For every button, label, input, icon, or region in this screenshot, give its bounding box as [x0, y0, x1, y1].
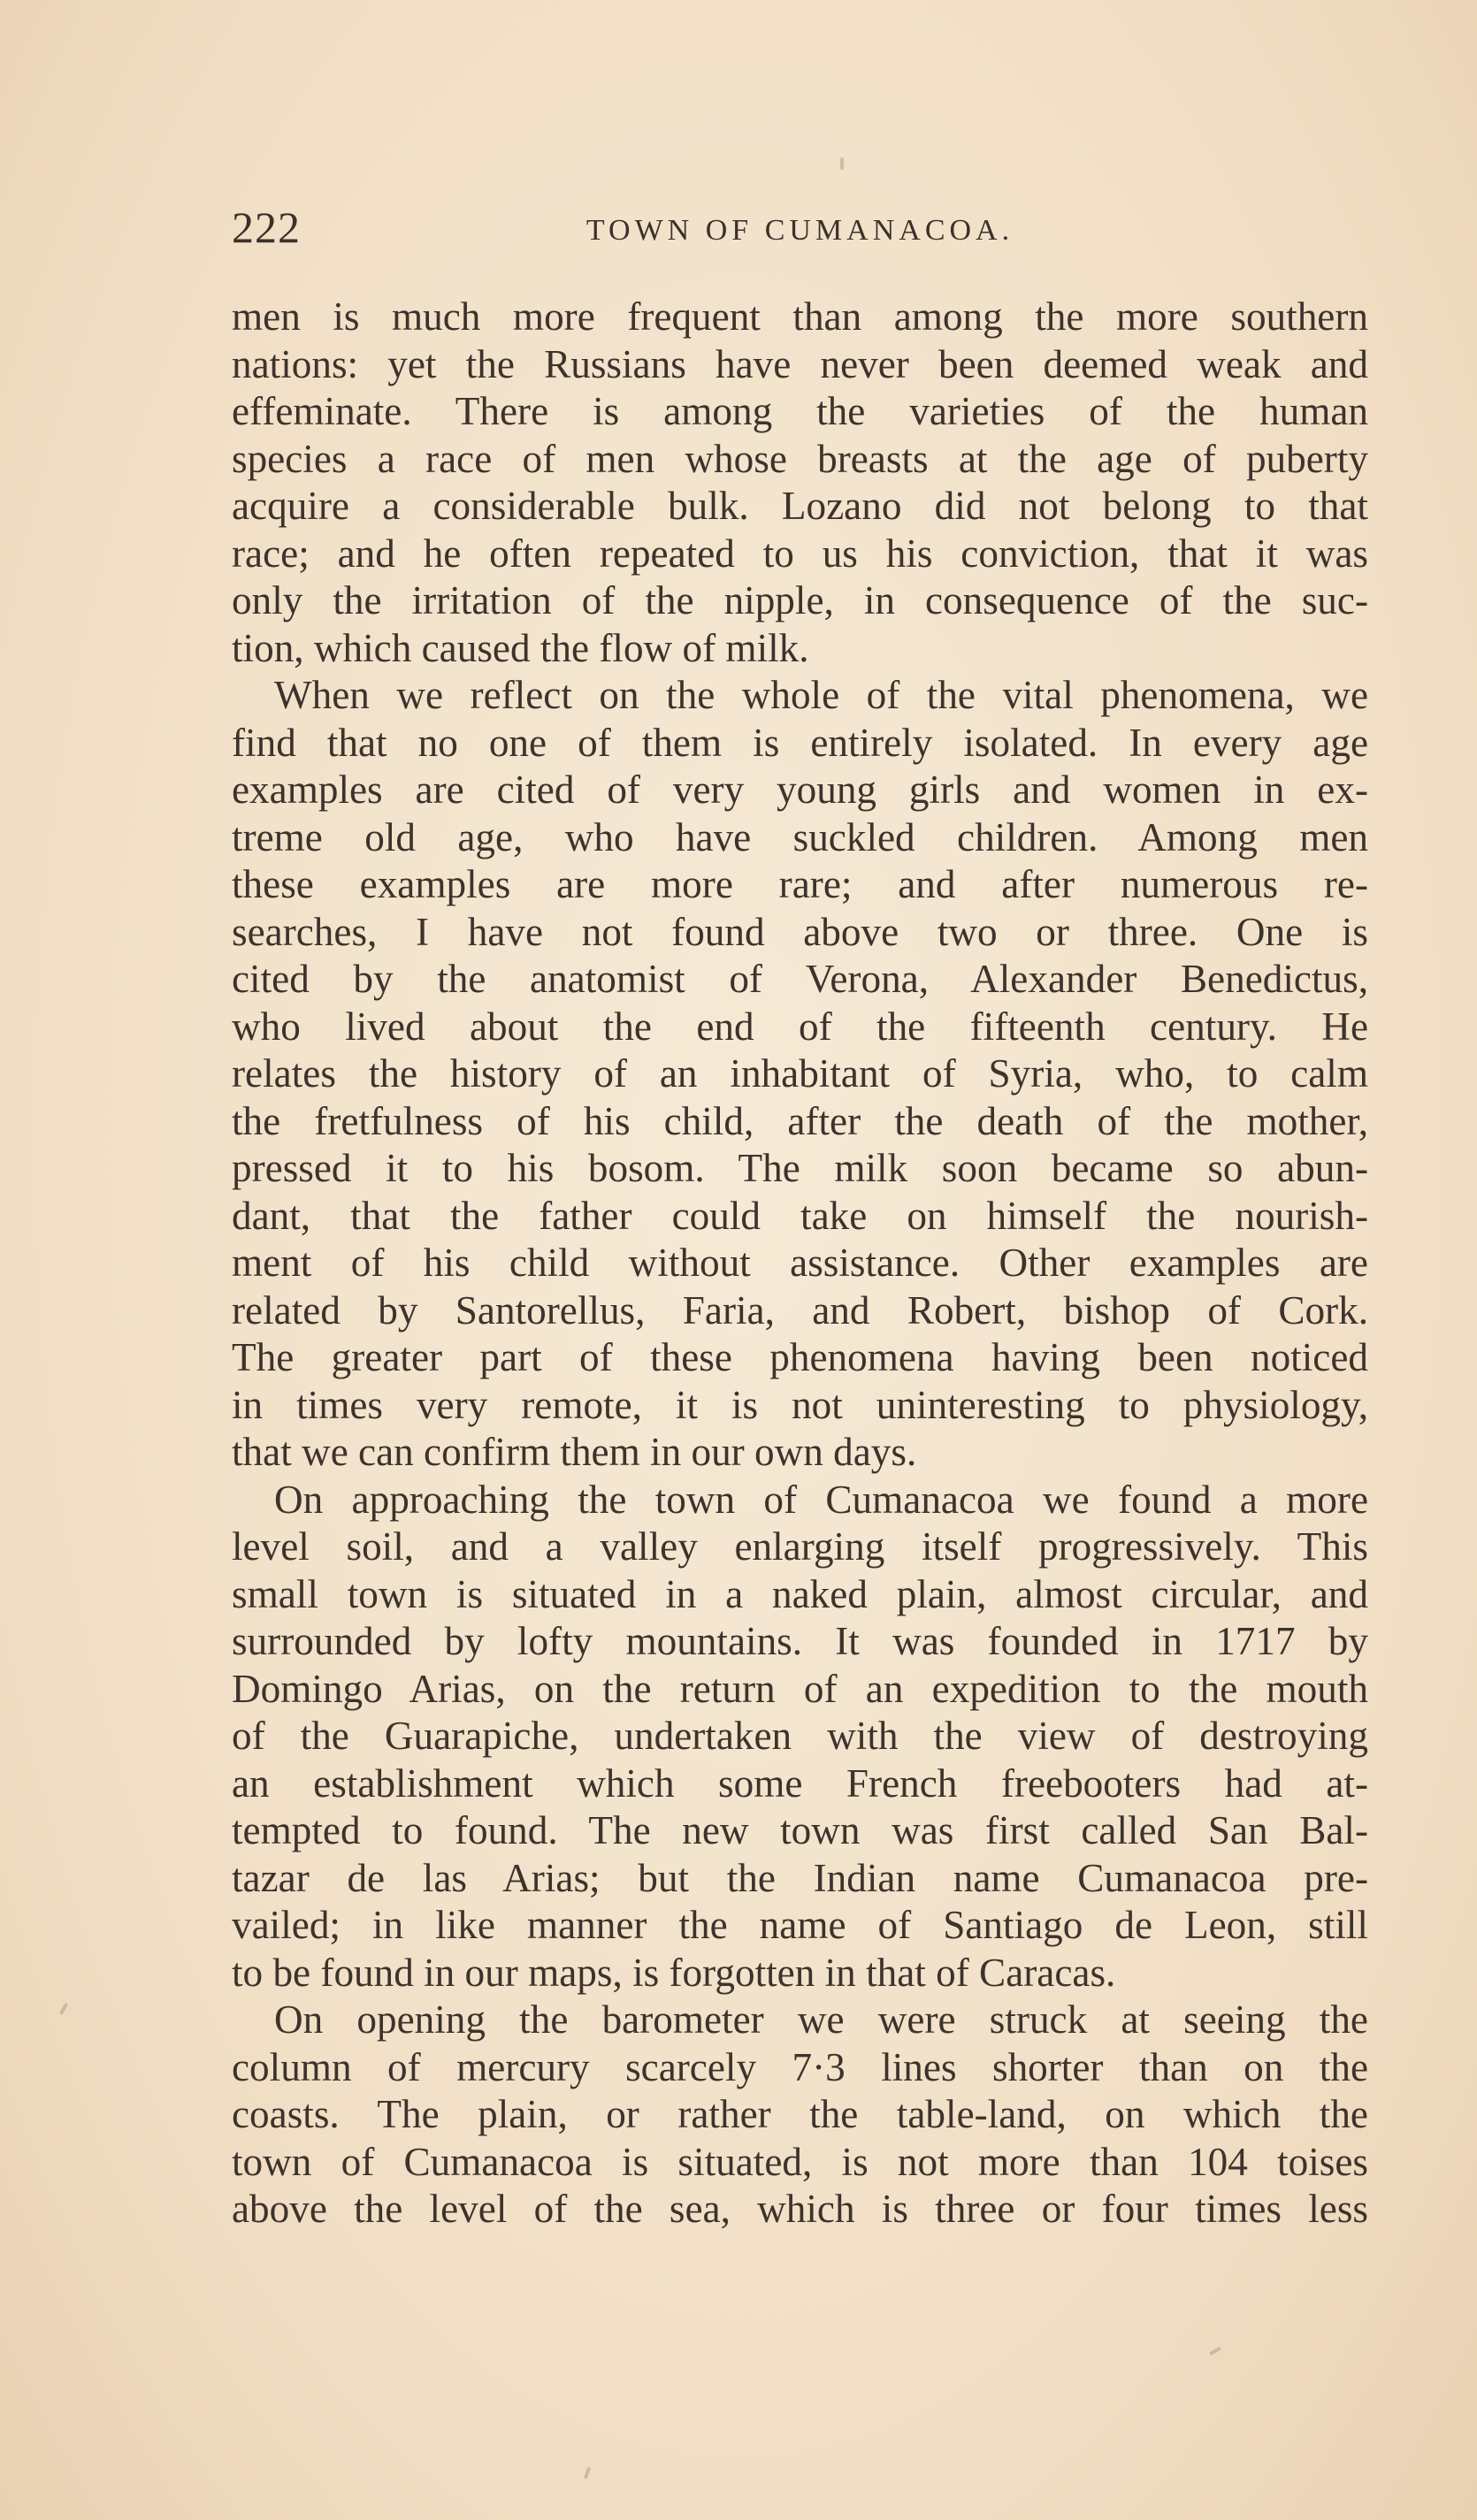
text-line: tion, which caused the flow of milk. — [232, 625, 809, 670]
text-line: Domingo Arias, on the return of an expedition to the mouth — [232, 1666, 1368, 1711]
paper-speck — [840, 157, 844, 170]
running-title: TOWN OF CUMANACOA. — [585, 214, 1014, 247]
text-line: ment of his child without assistance. Other examples are — [232, 1241, 1368, 1285]
body-text — [232, 294, 1368, 2234]
text-line: dant, that the father could take on himself the nourish- — [232, 1193, 1368, 1238]
paper-speck — [1209, 2347, 1221, 2356]
text-line: above the level of the sea, which is three or four times less — [232, 2187, 1368, 2231]
page-number: 222 — [232, 202, 301, 252]
text-line: tempted to found. The new town was first called San Bal- — [232, 1808, 1368, 1852]
text-line: On opening the barometer we were struck at seeing the — [274, 1997, 1368, 2042]
text-line: men is much more frequent than among the more southern — [232, 294, 1368, 339]
text-line: nations: yet the Russians have never been deemed weak and — [232, 341, 1368, 386]
text-line: only the irritation of the nipple, in consequence of the suc- — [232, 578, 1368, 622]
text-line: level soil, and a valley enlarging itself progressively. This — [232, 1524, 1368, 1569]
text-line: examples are cited of very young girls and women in ex- — [232, 767, 1368, 812]
text-line: cited by the anatomist of Verona, Alexander Benedictus, — [232, 957, 1368, 1001]
text-line: When we reflect on the whole of the vital phenomena, we — [274, 673, 1368, 717]
text-line: relates the history of an inhabitant of Syria, who, to calm — [232, 1051, 1368, 1096]
text-line: pressed it to his bosom. The milk soon became so abun- — [232, 1146, 1368, 1190]
text-line: find that no one of them is entirely isolated. In every age — [232, 720, 1368, 765]
text-line: who lived about the end of the fifteenth century. He — [232, 1004, 1368, 1049]
text-line: column of mercury scarcely 7·3 lines shorter than on the — [232, 2044, 1368, 2089]
paper-speck — [584, 2467, 592, 2480]
text-line: the fretfulness of his child, after the death of the mother, — [232, 1098, 1368, 1143]
text-line: treme old age, who have suckled children. Among men — [232, 814, 1368, 859]
text-line: The greater part of these phenomena having been noticed — [232, 1335, 1368, 1379]
text-line: in times very remote, it is not uninteresting to physiology, — [232, 1382, 1368, 1427]
text-line: effeminate. There is among the varieties of the human — [232, 389, 1368, 433]
text-line: of the Guarapiche, undertaken with the view of destroying — [232, 1714, 1368, 1758]
text-line: surrounded by lofty mountains. It was founded in 1717 by — [232, 1619, 1368, 1663]
paper-speck — [59, 2003, 68, 2015]
text-line: these examples are more rare; and after numerous re- — [232, 862, 1368, 906]
text-line: to be found in our maps, is forgotten in that of Caracas. — [232, 1950, 1116, 1995]
text-line: that we can confirm them in our own days. — [232, 1430, 917, 1474]
text-line: coasts. The plain, or rather the table-land, on which the — [232, 2092, 1368, 2136]
text-line: tazar de las Arias; but the Indian name Cumanacoa pre- — [232, 1855, 1368, 1900]
text-line: vailed; in like manner the name of Santiago de Leon, still — [232, 1903, 1368, 1947]
text-line: acquire a considerable bulk. Lozano did not belong to that — [232, 484, 1368, 528]
text-line: related by Santorellus, Faria, and Robert, bishop of Cork. — [232, 1287, 1368, 1333]
text-line: species a race of men whose breasts at the age of puberty — [232, 436, 1368, 481]
text-line: race; and he often repeated to us his conviction, that it was — [232, 531, 1368, 576]
text-line: On approaching the town of Cumanacoa we found a more — [274, 1477, 1368, 1522]
text-line: town of Cumanacoa is situated, is not more than 104 toises — [232, 2139, 1368, 2184]
text-line: an establishment which some French freebooters had at- — [232, 1760, 1368, 1806]
page-header — [232, 202, 1368, 263]
text-line: small town is situated in a naked plain, almost circular, and — [232, 1571, 1368, 1616]
text-line: searches, I have not found above two or three. One is — [232, 909, 1368, 954]
